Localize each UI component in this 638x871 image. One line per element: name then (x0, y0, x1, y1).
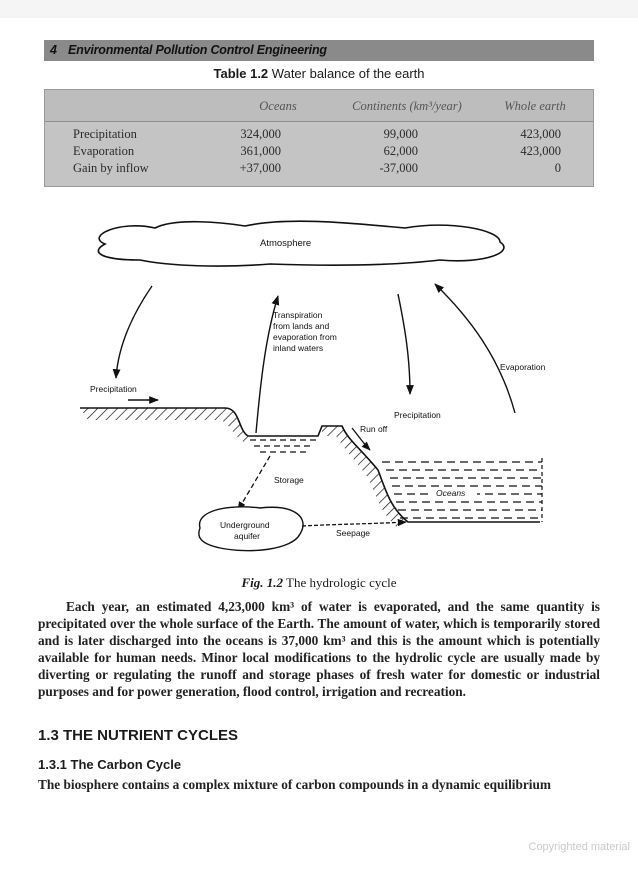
water-balance-table (44, 89, 594, 187)
label-transpiration-4: inland waters (273, 343, 324, 353)
header-continents: Continents (km³/year) (352, 99, 462, 113)
label-transpiration-3: evaporation from (273, 332, 337, 342)
hydrologic-cycle-figure (60, 208, 560, 568)
storage-water (250, 440, 318, 452)
label-atmosphere: Atmosphere (260, 238, 312, 249)
label-run-off: Run off (360, 424, 388, 434)
label-aquifer-2: aquifer (234, 531, 260, 541)
table-header-row (45, 90, 593, 122)
book-title: Environmental Pollution Control Engineering (68, 43, 327, 57)
label-evaporation: Evaporation (500, 362, 546, 372)
label-transpiration-1: Transpiration (273, 310, 323, 320)
label-precipitation-left: Precipitation (90, 384, 137, 394)
ground-hatch-left (80, 408, 225, 420)
running-head (44, 40, 594, 61)
precipitation-right-arrow (398, 294, 410, 394)
cell-gain-oceans: +37,000 (239, 161, 281, 175)
label-precipitation-right: Precipitation (394, 410, 441, 420)
body-paragraph: Each year, an estimated 4,23,000 km³ of water is evaporated, and the same quantity is precipitated over the whole surface of the Earth. The amount of water, which is temporarily stored and is later discharged into the oceans is 37,000 km³ and this is the amount which is potentially available for human needs. Minor local modifications to the hydrolic cycle are usually made by diverting or regulating the runoff and storage phases of fresh water for domestic or industrial purposes and for power generation, flood control, irrigation and recreation. (38, 599, 600, 699)
subsection-heading: 1.3.1 The Carbon Cycle (38, 757, 182, 772)
table-caption-text: Water balance of the earth (271, 66, 425, 81)
row-label-precipitation: Precipitation (73, 127, 137, 141)
label-transpiration-2: from lands and (273, 321, 330, 331)
cell-precipitation-continents: 99,000 (383, 127, 418, 141)
cell-evaporation-continents: 62,000 (383, 144, 418, 158)
figure-caption (0, 575, 638, 591)
top-scan-band (0, 0, 638, 18)
ground-surface (80, 408, 540, 522)
ground-hatch-slope (218, 408, 248, 444)
row-label-gain-by-inflow: Gain by inflow (73, 161, 149, 175)
infiltration-arrow (238, 456, 270, 510)
cell-evaporation-whole: 423,000 (520, 144, 561, 158)
header-whole-earth: Whole earth (504, 99, 566, 113)
section-intro-text: The biosphere contains a complex mixture of carbon compounds in a dynamic equilibrium (38, 777, 551, 792)
label-storage: Storage (274, 475, 304, 485)
section-heading: 1.3 THE NUTRIENT CYCLES (38, 727, 239, 744)
seepage-arrow (302, 522, 406, 526)
ground-hatch-ridge (322, 426, 378, 480)
cell-evaporation-oceans: 361,000 (240, 144, 281, 158)
cell-precipitation-oceans: 324,000 (240, 127, 281, 141)
copyright-watermark: Copyrighted material (528, 841, 630, 853)
label-seepage: Seepage (336, 528, 371, 538)
figure-caption-label: Fig. 1.2 (241, 575, 284, 590)
row-label-evaporation: Evaporation (73, 144, 135, 158)
table-caption-label: Table 1.2 (213, 66, 269, 81)
hydrologic-cycle-diagram (60, 208, 560, 568)
label-oceans: Oceans (436, 488, 466, 498)
precipitation-left-arrow (116, 286, 152, 378)
table-caption (0, 66, 638, 81)
cell-gain-whole: 0 (554, 161, 561, 175)
figure-caption-text: The hydrologic cycle (286, 575, 397, 590)
evaporation-arrow (435, 284, 515, 413)
header-oceans: Oceans (259, 99, 297, 113)
cell-gain-continents: -37,000 (379, 161, 418, 175)
page-number: 4 (50, 43, 57, 57)
ground-hatch-coast (368, 470, 408, 530)
label-aquifer-1: Underground (220, 520, 270, 530)
cell-precipitation-whole: 423,000 (520, 127, 561, 141)
